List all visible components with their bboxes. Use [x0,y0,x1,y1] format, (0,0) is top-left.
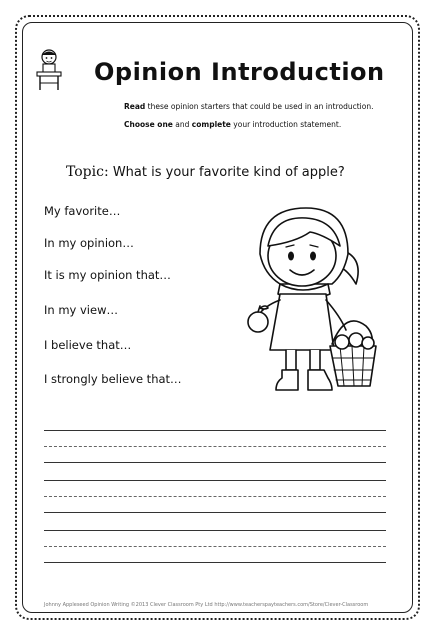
starter-item: I strongly believe that… [44,372,182,386]
instruction-read-bold: Read [124,102,146,111]
writing-guide-line [44,496,386,497]
instruction-choose-bold: Choose one [124,120,173,129]
writing-line [44,462,386,463]
starter-item: I believe that… [44,338,132,352]
writing-line [44,562,386,563]
writing-line [44,530,386,531]
writing-line [44,512,386,513]
student-at-desk-icon [34,48,64,92]
page-title: Opinion Introduction [94,58,385,86]
copyright-footer: Johnny Appleseed Opinion Writing ©2013 Clever Classroom Pty Ltd http://www.teacherspayteachers.com/Store/Clever-Classroom [44,602,369,608]
starter-item: In my view… [44,303,118,317]
topic-label: Topic: [66,164,109,180]
girl-with-apple-basket-illustration [236,200,382,400]
writing-guide-line [44,546,386,547]
instruction-read-text: these opinion starters that could be used in an introduction. [145,102,374,111]
writing-guide-line [44,446,386,447]
writing-line [44,480,386,481]
starter-item: In my opinion… [44,236,134,250]
instruction-complete-bold: complete [191,120,231,129]
topic-question: What is your favorite kind of apple? [112,165,345,180]
instruction-choose [124,120,341,129]
starter-item: My favorite… [44,204,121,218]
starter-item: It is my opinion that… [44,268,171,282]
instruction-read [124,102,373,111]
instruction-and: and [172,120,192,129]
writing-line [44,430,386,431]
topic-line [66,164,345,180]
instruction-choose-text: your introduction statement. [230,120,342,129]
